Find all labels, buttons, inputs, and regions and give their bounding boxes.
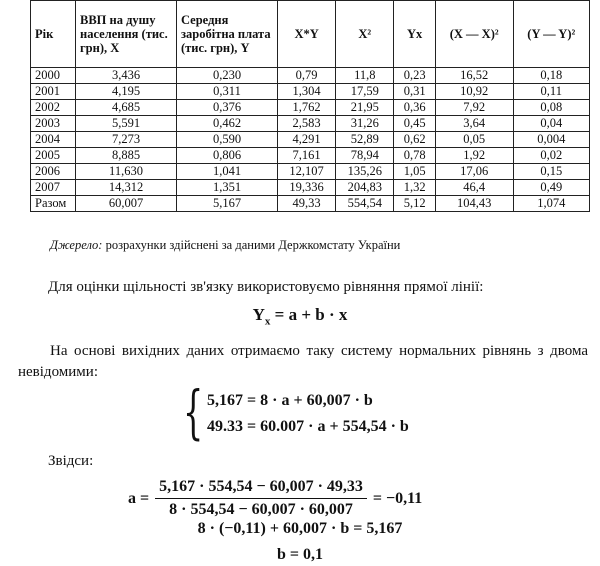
cell-yx: 0,23 <box>394 68 435 84</box>
table-header-row <box>31 1 590 68</box>
table-row <box>31 84 590 100</box>
cell-yx: 5,12 <box>394 196 435 212</box>
cell-xdev: 0,05 <box>435 132 513 148</box>
table-row <box>31 148 590 164</box>
cell-ydev: 0,18 <box>513 68 589 84</box>
cell-yx: 1,05 <box>394 164 435 180</box>
cell-y: 0,590 <box>177 132 278 148</box>
cell-yx: 0,36 <box>394 100 435 116</box>
header-year: Рік <box>31 1 76 68</box>
cell-xy: 12,107 <box>278 164 336 180</box>
cell-y: 1,351 <box>177 180 278 196</box>
cell-xdev: 10,92 <box>435 84 513 100</box>
fraction-denominator: 8 · 554,54 − 60,007 · 60,007 <box>169 501 353 518</box>
system-brace-icon: { <box>183 378 204 446</box>
cell-year: 2004 <box>31 132 76 148</box>
cell-xdev: 104,43 <box>435 196 513 212</box>
eq-lhs-subscript: x <box>264 315 271 328</box>
table-total-row <box>31 196 590 212</box>
cell-ydev: 0,004 <box>513 132 589 148</box>
fraction-numerator: 5,167 · 554,54 − 60,007 · 49,33 <box>155 478 367 499</box>
a-result: = −0,11 <box>372 489 423 507</box>
header-gdp: ВВП на душу населення (тис. грн), X <box>76 1 177 68</box>
cell-yx: 1,32 <box>394 180 435 196</box>
cell-year: 2003 <box>31 116 76 132</box>
cell-ydev: 0,15 <box>513 164 589 180</box>
cell-xdev: 46,4 <box>435 180 513 196</box>
cell-xdev: 7,92 <box>435 100 513 116</box>
cell-y: 0,462 <box>177 116 278 132</box>
cell-x: 14,312 <box>76 180 177 196</box>
cell-x2: 52,89 <box>336 132 394 148</box>
cell-yx: 0,78 <box>394 148 435 164</box>
cell-x2: 21,95 <box>336 100 394 116</box>
cell-x: 60,007 <box>76 196 177 212</box>
header-y-deviation: (Y — Y)² <box>513 1 589 68</box>
cell-x: 4,195 <box>76 84 177 100</box>
header-x-squared: X² <box>336 1 394 68</box>
b-result: b = 0,1 <box>276 546 323 563</box>
b-equation: 8 · (−0,11) + 60,007 · b = 5,167 <box>197 520 403 537</box>
cell-y: 5,167 <box>177 196 278 212</box>
cell-ydev: 0,02 <box>513 148 589 164</box>
cell-year: 2000 <box>31 68 76 84</box>
cell-x: 8,885 <box>76 148 177 164</box>
cell-xdev: 16,52 <box>435 68 513 84</box>
line-equation <box>0 305 600 327</box>
cell-year: Разом <box>31 196 76 212</box>
cell-x2: 135,26 <box>336 164 394 180</box>
cell-x2: 554,54 <box>336 196 394 212</box>
cell-x: 11,630 <box>76 164 177 180</box>
eq-rhs: = a + b · x <box>270 305 348 324</box>
cell-xy: 1,304 <box>278 84 336 100</box>
cell-ydev: 1,074 <box>513 196 589 212</box>
cell-xy: 2,583 <box>278 116 336 132</box>
cell-xdev: 3,64 <box>435 116 513 132</box>
cell-ydev: 0,11 <box>513 84 589 100</box>
cell-xy: 4,291 <box>278 132 336 148</box>
cell-x2: 78,94 <box>336 148 394 164</box>
cell-yx: 0,62 <box>394 132 435 148</box>
source-label: Джерело: <box>50 238 103 252</box>
table-row <box>31 100 590 116</box>
paragraph-correlation: Для оцінки щільності зв'язку використовуємо рівняння прямої лінії: <box>48 279 484 295</box>
cell-ydev: 0,49 <box>513 180 589 196</box>
a-label: a = <box>128 489 150 507</box>
paragraph-system-intro: На основі вихідних даних отримаємо таку систему нормальних рівнянь з двома невідомими: <box>18 343 588 380</box>
cell-x2: 31,26 <box>336 116 394 132</box>
cell-year: 2002 <box>31 100 76 116</box>
cell-year: 2005 <box>31 148 76 164</box>
table-row <box>31 116 590 132</box>
cell-year: 2007 <box>31 180 76 196</box>
header-xy: X*Y <box>278 1 336 68</box>
cell-x: 7,273 <box>76 132 177 148</box>
cell-x: 4,685 <box>76 100 177 116</box>
eq-lhs: Y <box>252 305 265 324</box>
table-row <box>31 132 590 148</box>
cell-yx: 0,31 <box>394 84 435 100</box>
header-salary: Середня заробітна плата (тис. грн), Y <box>177 1 278 68</box>
statistics-table <box>30 0 590 212</box>
cell-y: 0,376 <box>177 100 278 116</box>
paragraph-hence: Звідси: <box>48 453 94 469</box>
system-equation-2: 49.33 = 60.007 · a + 554,54 · b <box>207 418 409 435</box>
cell-y: 0,311 <box>177 84 278 100</box>
header-x-deviation: (X — X)² <box>435 1 513 68</box>
cell-y: 1,041 <box>177 164 278 180</box>
table-source-note <box>50 238 400 253</box>
a-formula <box>128 478 422 519</box>
cell-xy: 0,79 <box>278 68 336 84</box>
cell-xy: 1,762 <box>278 100 336 116</box>
cell-ydev: 0,04 <box>513 116 589 132</box>
a-fraction <box>155 478 367 519</box>
table-row <box>31 164 590 180</box>
cell-x: 3,436 <box>76 68 177 84</box>
cell-x2: 17,59 <box>336 84 394 100</box>
cell-year: 2006 <box>31 164 76 180</box>
cell-xy: 49,33 <box>278 196 336 212</box>
cell-x2: 204,83 <box>336 180 394 196</box>
cell-y: 0,806 <box>177 148 278 164</box>
cell-xdev: 17,06 <box>435 164 513 180</box>
cell-xdev: 1,92 <box>435 148 513 164</box>
cell-xy: 19,336 <box>278 180 336 196</box>
cell-xy: 7,161 <box>278 148 336 164</box>
cell-ydev: 0,08 <box>513 100 589 116</box>
cell-x2: 11,8 <box>336 68 394 84</box>
table-row <box>31 68 590 84</box>
header-yx: Yx <box>394 1 435 68</box>
cell-yx: 0,45 <box>394 116 435 132</box>
system-equation-1: 5,167 = 8 · a + 60,007 · b <box>207 392 373 409</box>
cell-y: 0,230 <box>177 68 278 84</box>
source-text: розрахунки здійснені за даними Держкомстату України <box>105 238 401 252</box>
cell-year: 2001 <box>31 84 76 100</box>
table-row <box>31 180 590 196</box>
cell-x: 5,591 <box>76 116 177 132</box>
